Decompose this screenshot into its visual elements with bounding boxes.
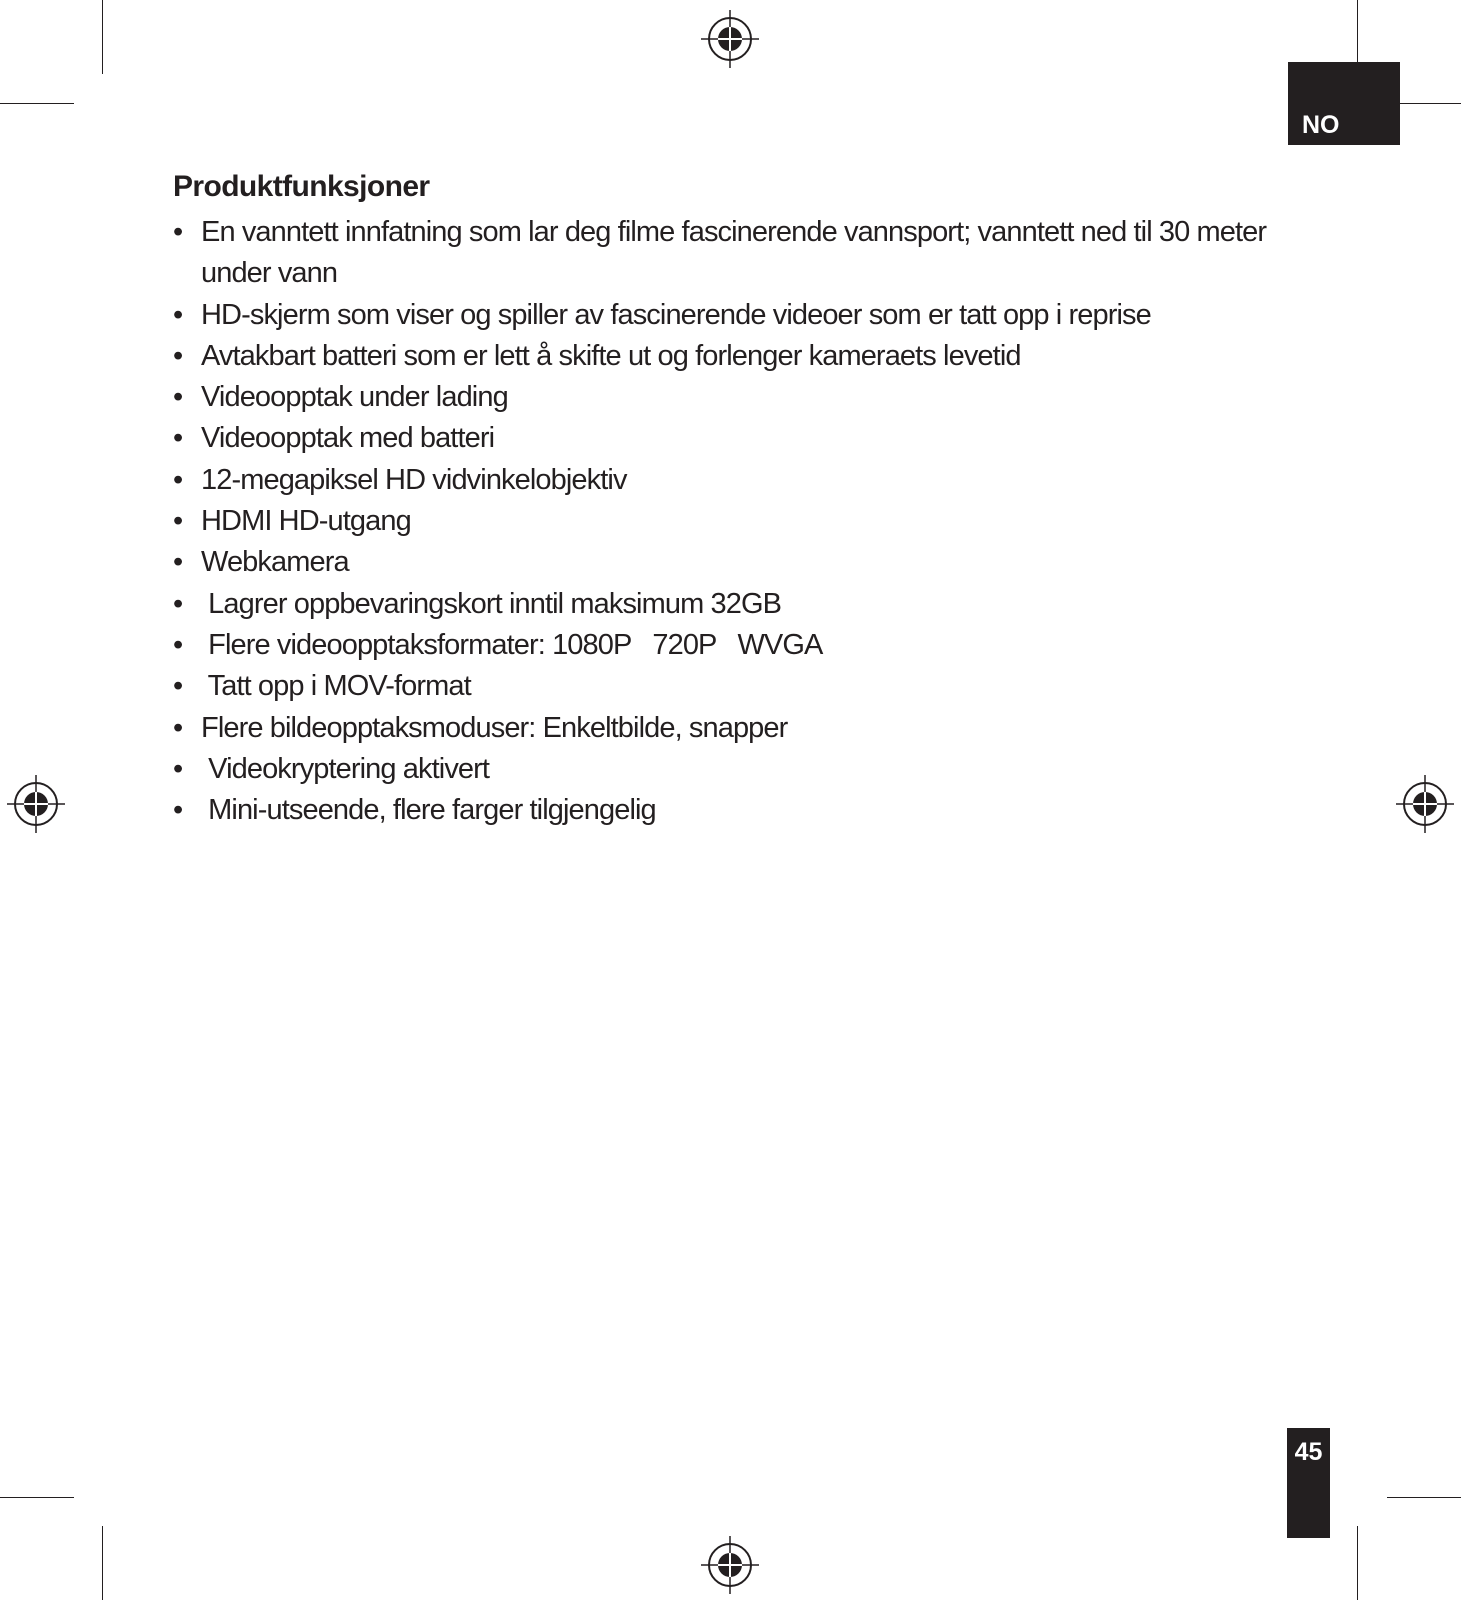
list-item: • Avtakbart batteri som er lett å skifte ut og forlenger kameraets levetid — [173, 336, 1293, 377]
crop-mark — [102, 1526, 103, 1600]
registration-mark-icon — [698, 1533, 762, 1597]
list-item: • HD-skjerm som viser og spiller av fascinerende videoer som er tatt opp i reprise — [173, 295, 1293, 336]
registration-mark-icon — [698, 7, 762, 71]
page-number-tab — [1287, 1428, 1330, 1538]
list-item: • Videokryptering aktivert — [173, 749, 1293, 790]
list-item: • Lagrer oppbevaringskort inntil maksimum 32GB — [173, 584, 1293, 625]
list-item: • Webkamera — [173, 542, 1293, 583]
feature-list — [173, 212, 1293, 831]
list-item: • Videoopptak med batteri — [173, 418, 1293, 459]
list-item: • HDMI HD-utgang — [173, 501, 1293, 542]
list-item: • En vanntett innfatning som lar deg filme fascinerende vannsport; vanntett ned til 30 meter under vann — [173, 212, 1293, 295]
list-item: • Videoopptak under lading — [173, 377, 1293, 418]
crop-mark — [102, 0, 103, 74]
product-features-section — [173, 162, 1293, 831]
list-item: • Tatt opp i MOV-format — [173, 666, 1293, 707]
crop-mark — [0, 1497, 74, 1498]
list-item: • 12-megapiksel HD vidvinkelobjektiv — [173, 460, 1293, 501]
registration-mark-icon — [4, 772, 68, 836]
language-code: NO — [1302, 111, 1340, 139]
crop-mark — [1387, 1497, 1461, 1498]
crop-mark — [0, 103, 74, 104]
section-heading: Produktfunksjoner — [173, 170, 430, 203]
page-number: 45 — [1294, 1438, 1323, 1466]
list-item: • Flere videoopptaksformater: 1080P 720P WVGA — [173, 625, 1293, 666]
registration-mark-icon — [1393, 772, 1457, 836]
language-tab — [1288, 62, 1400, 145]
list-item: • Flere bildeopptaksmoduser: Enkeltbilde, snapper — [173, 708, 1293, 749]
list-item: • Mini-utseende, flere farger tilgjengelig — [173, 790, 1293, 831]
crop-mark — [1357, 1526, 1358, 1600]
